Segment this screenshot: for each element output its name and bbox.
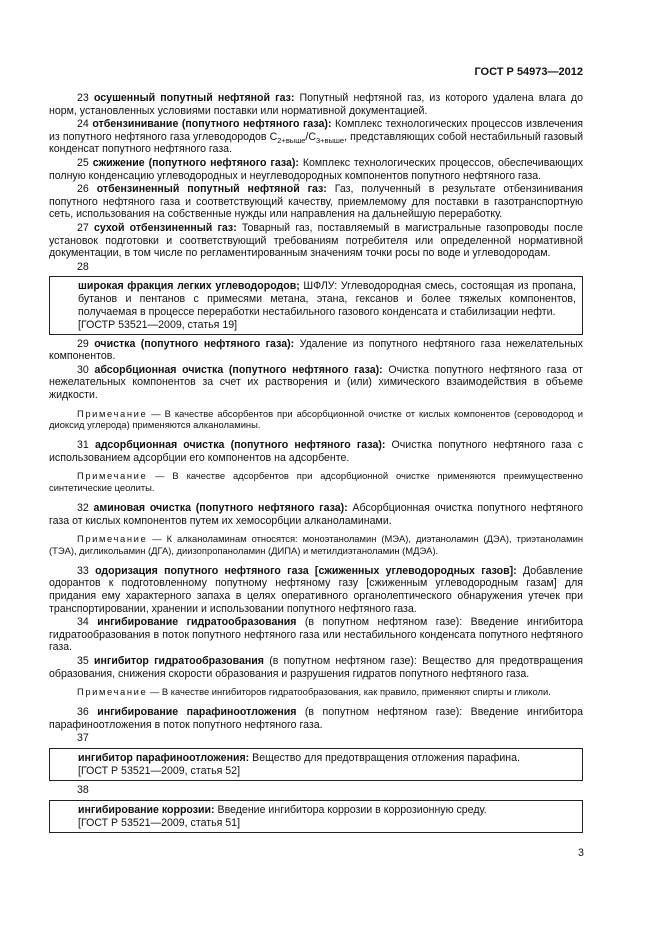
term: ингибирование парафиноотложения (97, 705, 297, 718)
definition: Комплекс технологических процессов, обеспечивающих полную конденсацию углеводородных и неуглеводородных компонентов попутного нефтяного газа. (49, 156, 584, 182)
page-number: 3 (578, 847, 584, 859)
term-number-38: 38 (77, 783, 89, 796)
definition: Добавление одорантов к подготовленному попутному нефтяному газу [сжиженным углеводородным газам] для придания ему характерного запаха в целях оперативного органолептического обнаружения утечек при транспортировании, хранении и использовании попутного нефтяного газа. (49, 564, 583, 615)
term-entry-38 (78, 804, 576, 817)
term: сухой отбензиненный газ: (93, 221, 237, 234)
term-entry-23: 23 осушенный попутный нефтяной газ: Попутный нефтяной газ, из которого удалена влага до норм, установленных условиями поставки или нормативной документацией. (49, 92, 583, 117)
term: ингибирование гидратообразования (97, 616, 297, 629)
definition: ШФЛУ: Углеводородная смесь, состоящая из пропана, бутанов и пентанов с примесями метана, этана, гексанов и более тяжелых компонентов, получаемая в процессе переработки нестабильного газового конденсата и стабилизации нефти. (78, 280, 576, 318)
definition: Попутный нефтяной газ, из которого удалена влага до норм, установленных условиями поставки или нормативной документацией. (49, 92, 583, 117)
term-number-37: 37 (77, 732, 89, 745)
term-entry-29: 29 очистка (попутного нефтяного газа): Удаление из попутного нефтяного газа нежелательных компонентов. (49, 337, 583, 363)
note-35: Примечание — В качестве ингибиторов гидратообразования, как правило, применяют спирты и гликоли. (77, 686, 551, 698)
definition: Удаление из попутного нефтяного газа нежелательных компонентов. (49, 337, 583, 363)
term: ингибитор гидратообразования (94, 654, 264, 667)
term-entry-28 (78, 280, 576, 318)
term: очистка (попутного нефтяного газа): (94, 337, 295, 350)
definition: Товарный газ, поставляемый в магистральные газопроводы после установок подготовки и соответствующий требованиям потребителя или определенной нормативной документации, в том числе по регламентированным значениям точки росы по воде и углеводородам. (49, 221, 583, 260)
note-30: Примечание — В качестве абсорбентов при абсорбционной очистке от кислых компонентов (сероводород и диоксид углерода) применяются алканоламины. (49, 407, 583, 431)
term: сжижение (попутного нефтяного газа): (92, 156, 299, 169)
source-reference: [ГОСТ Р 53521—2009, статья 51] (78, 817, 241, 830)
term-entry-27: 27 сухой отбензиненный газ: Товарный газ, поставляемый в магистральные газопроводы после установок подготовки и соответствующий требованиям потребителя или определенной нормативной документации, в том числе по регламентированным значениям точки росы по воде и углеводородам. (49, 221, 583, 260)
note-32: Примечание — К алканоламинам относятся: моноэтаноламин (МЭА), диэтаноламин (ДЭА), триэтаноламин (ТЭА), дигликольамин (ДГА), диизопропаноламин (ДИПА) и метилдиэтаноламин (МДЭА). (49, 533, 583, 557)
definition: Очистка попутного нефтяного газа от нежелательных компонентов за счет их растворения и (или) химического взаимодействия в объеме жидкости. (49, 363, 583, 402)
term-entry-26: 26 отбензиненный попутный нефтяной газ: Газ, полученный в результате отбензинивания попутного нефтяного газа и соответствующий качеству, приемлемому для поставки в газотранспортную сеть, использования на собственные нужды или направления на дальнейшую переработку. (49, 183, 583, 221)
term: одоризация попутного нефтяного газа [сжиженных углеводородных газов]: (95, 564, 517, 577)
quoted-term-box-38 (49, 800, 583, 833)
term-entry-34: 34 ингибирование гидратообразования (в попутном нефтяном газе): Введение ингибитора гидратообразования в поток попутного нефтяного газа или нестабильного конденсата попутного нефтяного газа. (49, 616, 584, 654)
document-body (49, 92, 583, 836)
term-entry-24: 24 отбензинивание (попутного нефтяного газа): Комплекс технологических процессов извлечения из попутного нефтяного газа углеводородов $С_{2+выше}/С_{3+выше}$, представляющих собой нестабильный газовый конденсат попутного нефтяного газа. (49, 118, 583, 156)
term: абсорбционная очистка (попутного нефтяного газа): (94, 363, 383, 376)
definition: Вещество для предотвращения отложения парафина. (249, 751, 520, 764)
term-entry-35: 35 ингибитор гидратообразования (в попутном нефтяном газе): Вещество для предотвращения образования, снижения скорости образования и разрушения гидратов попутного нефтяного газа. (49, 654, 583, 680)
definition: (в попутном нефтяном газе): Вещество для предотвращения образования, снижения скорости образования и разрушения гидратов попутного нефтяного газа. (49, 654, 583, 680)
term: ингибирование коррозии: (78, 803, 215, 816)
definition: (в попутном нефтяном газе): Введение ингибитора парафиноотложения в поток попутного нефтяного газа. (49, 705, 583, 731)
term-entry-32: 32 аминовая очистка (попутного нефтяного газа): Абсорбционная очистка попутного нефтяного газа от кислых компонентов путем их хемосорбции алканоламинами. (49, 502, 583, 527)
term-entry-30: 30 абсорбционная очистка (попутного нефтяного газа): Очистка попутного нефтяного газа от нежелательных компонентов за счет их растворения и (или) химического взаимодействия в объеме жидкости. (49, 363, 583, 402)
term: широкая фракция легких углеводородов; (78, 280, 300, 293)
quoted-term-box-28 (49, 276, 583, 334)
term: адсорбционная очистка (попутного нефтяного газа): (94, 439, 386, 452)
note-31: Примечание — В качестве адсорбентов при адсорбционной очистке применяются преимущественно синтетические цеолиты. (49, 470, 583, 494)
document-code: ГОСТ Р 54973—2012 (474, 66, 583, 78)
term: аминовая очистка (попутного нефтяного газа): (93, 502, 348, 515)
definition: Абсорбционная очистка попутного нефтяного газа от кислых компонентов путем их хемосорбции алканоламинами. (49, 502, 583, 527)
term: отбензиненный попутный нефтяной газ: (96, 183, 327, 196)
quoted-term-box-37 (49, 748, 583, 781)
term: осушенный попутный нефтяной газ: (93, 92, 295, 104)
term-entry-37 (78, 752, 576, 765)
definition: Введение ингибитора коррозии в коррозионную среду. (214, 803, 487, 816)
term-entry-25: 25 сжижение (попутного нефтяного газа): Комплекс технологических процессов, обеспечивающих полную конденсацию углеводородных и неуглеводородных компонентов попутного нефтяного газа. (49, 156, 584, 182)
definition: Очистка попутного нефтяного газа с использованием адсорбции его компонентов на адсорбенте. (49, 439, 583, 464)
source-reference: [ГОСТ Р 53521—2009, статья 52] (78, 765, 241, 778)
term-number-28: 28 (77, 260, 89, 273)
term: ингибитор парафиноотложения: (78, 751, 250, 764)
term-entry-36: 36 ингибирование парафиноотложения (в попутном нефтяном газе): Введение ингибитора парафиноотложения в поток попутного нефтяного газа. (49, 705, 583, 731)
term: отбензинивание (попутного нефтяного газа): (92, 118, 332, 131)
source-reference: [ГОСТР 53521—2009, статья 19] (78, 319, 238, 332)
definition: (в попутном нефтяном газе): Введение ингибитора гидратообразования в поток попутного нефтяного газа или нестабильного конденсата попутного нефтяного газа. (49, 616, 584, 654)
term-entry-31: 31 адсорбционная очистка (попутного нефтяного газа): Очистка попутного нефтяного газа с использованием адсорбции его компонентов на адсорбенте. (49, 439, 583, 464)
definition: Газ, полученный в результате отбензинивания попутного нефтяного газа и соответствующий качеству, приемлемому для поставки в газотранспортную сеть, использования на собственные нужды или направления на дальнейшую переработку. (49, 183, 583, 221)
term-entry-33: 33 одоризация попутного нефтяного газа [сжиженных углеводородных газов]: Добавление одорантов к подготовленному попутному нефтяному газу [сжиженным углеводородным газам] для придания ему характерного запаха в целях оперативного органолептического обнаружения утечек при транспортировании, хранении и использовании попутного нефтяного газа. (49, 564, 583, 615)
